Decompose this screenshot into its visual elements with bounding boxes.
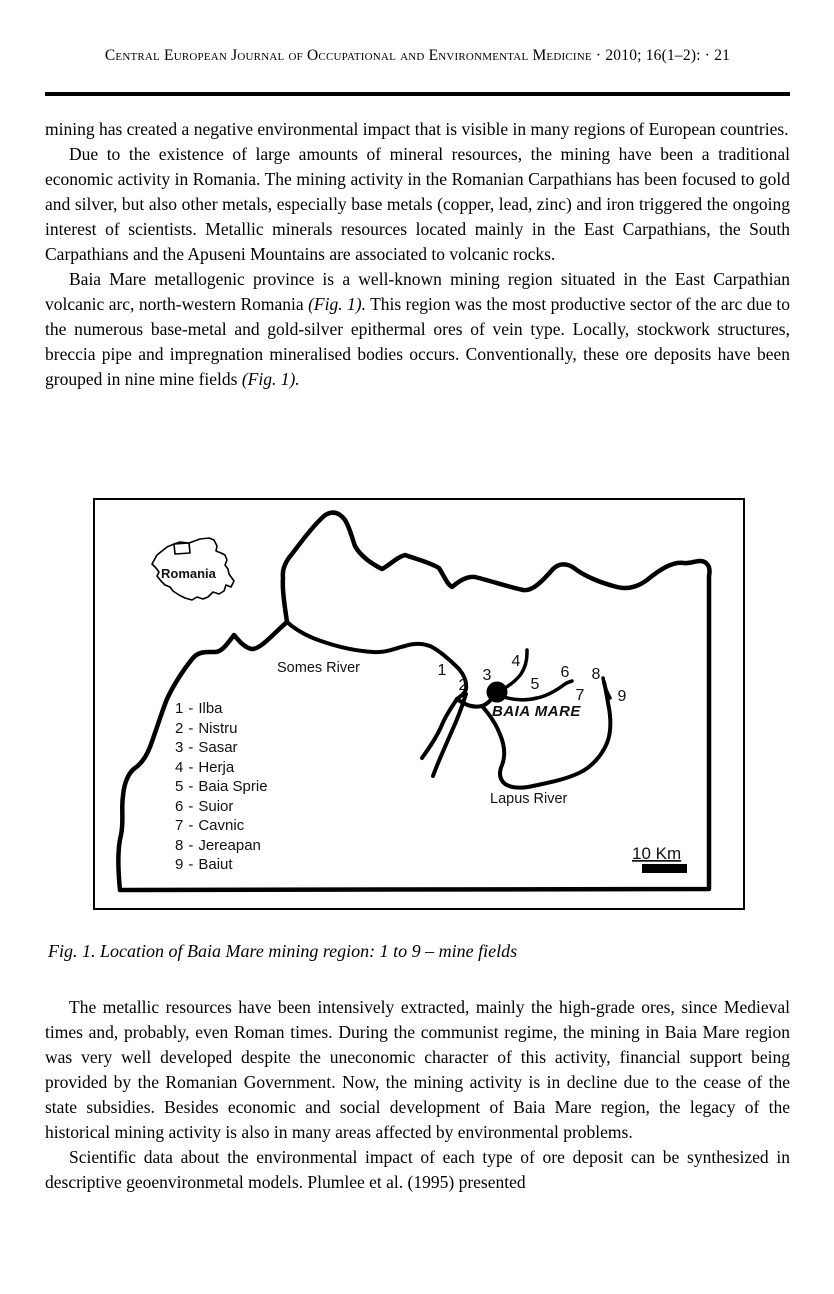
legend-separator: - — [188, 817, 194, 834]
figure-reference: (Fig. 1). — [308, 294, 366, 314]
paragraph-text: Due to the existence of large amounts of mineral resources, the mining have been a traditional economic activity in Romania. The mining activity in the Romanian Carpathians has been focused to gold and silver, but also other metals, especially base metals (copper, lead, zinc) and iron triggered the ongoing interest of scientists. Metallic minerals resources located mainly in the East Carpathians, the South Carpathians and the Apuseni Mountains are associated to volcanic rocks. — [45, 144, 790, 264]
legend-separator: - — [188, 836, 194, 854]
baia-mare-label: BAIA MARE — [492, 703, 581, 720]
mine-field-number: 9 — [617, 688, 627, 705]
paragraph — [45, 1145, 790, 1195]
legend-separator: - — [188, 797, 194, 815]
legend-name: Herja — [198, 758, 235, 776]
legend-separator: - — [188, 778, 194, 795]
legend-separator: - — [188, 700, 194, 717]
legend-name: Nistru — [198, 719, 238, 737]
body-text-bottom — [45, 995, 790, 1195]
legend-num: 7 — [175, 817, 184, 834]
mine-field-number: 5 — [530, 676, 540, 693]
legend-item — [175, 699, 268, 719]
legend-item — [175, 738, 268, 758]
legend-name: Jereapan — [198, 836, 261, 854]
header-rule — [45, 92, 790, 96]
mine-stub-line — [603, 678, 610, 698]
scale-bar — [642, 864, 687, 873]
figure-reference: (Fig. 1). — [241, 369, 300, 389]
mine-field-number: 8 — [591, 666, 601, 683]
baia-mare-marker — [487, 682, 508, 703]
legend-num: 5 — [175, 778, 184, 795]
legend-separator: - — [188, 739, 194, 756]
somes-river-label: Somes River — [277, 660, 360, 676]
figure-1-map — [93, 498, 745, 910]
legend-name: Baia Sprie — [198, 778, 268, 795]
paragraph-text: Baia Mare metallogenic province is a well-known mining region situated in the East Carpathian volcanic arc, north-western Romania — [45, 269, 790, 314]
legend-separator: - — [188, 758, 194, 776]
legend-item — [175, 758, 268, 778]
figure-caption: Fig. 1. Location of Baia Mare mining region: 1 to 9 – mine fields — [48, 941, 518, 961]
paragraph — [45, 142, 790, 267]
romania-inset-label: Romania — [161, 566, 216, 581]
legend-name: Ilba — [198, 700, 223, 717]
legend-name: Sasar — [198, 739, 238, 756]
legend-num: 2 — [175, 719, 184, 737]
paragraph-text: The metallic resources have been intensively extracted, mainly the high-grade ores, since Medieval times and, probably, even Roman times. During the communist regime, the mining in Baia Mare region was very well developed despite the uneconomic character of this activity, financial support being provided by the Romanian Government. Now, the mining activity is in decline due to the cease of the state subsidies. Besides economic and social development of Baia Mare region, the legacy of the historical mining activity is also in many areas affected by environmental problems. — [45, 997, 790, 1142]
scale-label: 10 Km — [632, 844, 682, 863]
legend-separator: - — [188, 719, 194, 737]
paragraph — [45, 995, 790, 1145]
legend-name: Baiut — [198, 856, 233, 873]
region-locator-outline — [174, 543, 190, 554]
legend-num: 8 — [175, 836, 184, 854]
mine-field-number: 4 — [511, 653, 521, 670]
body-text-top — [45, 117, 790, 392]
legend-item — [175, 777, 268, 797]
mine-field-number: 2 — [458, 677, 468, 694]
legend-item — [175, 797, 268, 817]
legend-num: 4 — [175, 758, 184, 776]
issue-page-number: · 2010; 16(1–2): · 21 — [595, 47, 731, 64]
paragraph — [45, 117, 790, 142]
legend-name: Suior — [198, 797, 234, 815]
legend-num: 3 — [175, 739, 184, 756]
legend-name: Cavnic — [198, 817, 245, 834]
legend-item — [175, 719, 268, 739]
legend-separator: - — [188, 856, 194, 873]
legend-num: 6 — [175, 797, 184, 815]
mine-field-number: 1 — [437, 662, 447, 679]
legend-num: 9 — [175, 856, 184, 873]
legend-item — [175, 836, 268, 856]
legend-item — [175, 816, 268, 836]
paragraph-text: mining has created a negative environmental impact that is visible in many regions of European countries. — [45, 119, 789, 139]
journal-title: Central European Journal of Occupational and Environmental Medicine — [104, 47, 592, 64]
mine-field-number: 6 — [560, 664, 570, 681]
legend-item — [175, 855, 268, 875]
page-header — [45, 47, 790, 65]
legend-num: 1 — [175, 700, 184, 717]
paragraph-text: This region was the most productive sector of the arc due to the numerous base-metal and gold-silver epithermal ores of vein type. Locally, stockwork structures, breccia pipe and impregnation mineralised bodies occurs. Conventionally, these ore deposits have been grouped in nine mine fields — [45, 294, 790, 389]
paragraph-text: Scientific data about the environmental impact of each type of ore deposit can be synthesized in descriptive geoenvironmetal models. Plumlee et al. (1995) presented — [45, 1147, 790, 1192]
mine-field-number: 7 — [575, 687, 585, 704]
paragraph — [45, 267, 790, 392]
mine-fields-legend — [175, 699, 268, 875]
mine-field-number: 3 — [482, 667, 492, 684]
lapus-river-label: Lapus River — [490, 791, 568, 807]
